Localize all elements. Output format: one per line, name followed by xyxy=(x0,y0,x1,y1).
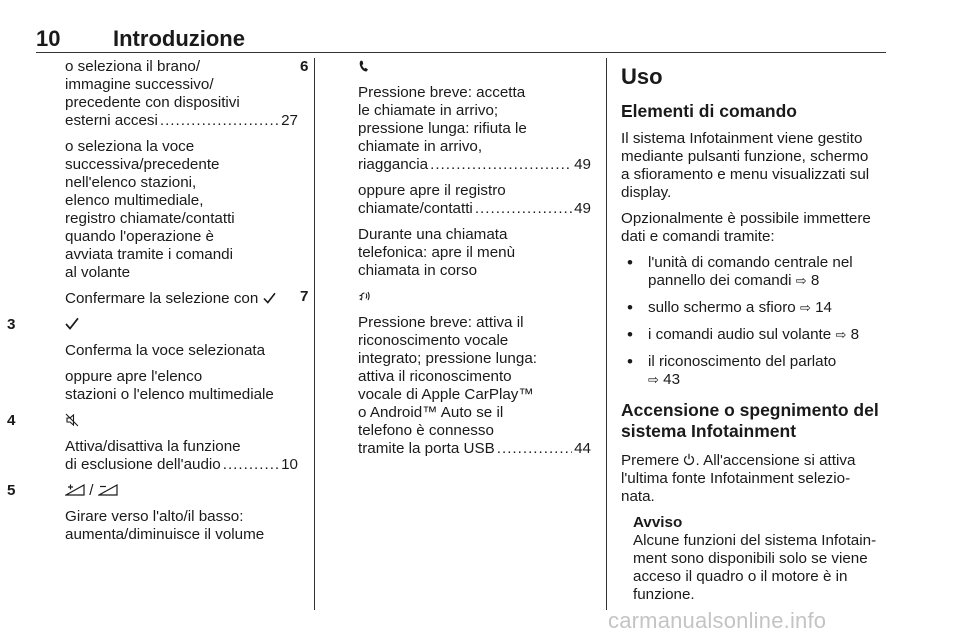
page-reference: esterni accesi ..... 27 xyxy=(65,112,298,130)
item-number: 5 xyxy=(7,482,16,499)
text-line: nata. xyxy=(621,488,655,505)
text-line: precedente con dispositivi xyxy=(65,94,240,111)
bullet-list xyxy=(621,254,887,390)
page-reference: riaggancia ..... 49 xyxy=(358,156,591,174)
text-line: elenco multimediale, xyxy=(65,192,204,209)
column-divider-2 xyxy=(606,58,607,610)
mute-icon xyxy=(65,413,79,427)
page-reference: chiamate/contatti ..... 49 xyxy=(358,200,591,218)
text-line: Il sistema Infotainment viene gestito xyxy=(621,130,863,147)
note-title: Avviso xyxy=(633,514,683,531)
voice-recognition-icon xyxy=(358,289,371,303)
text-line: Pressione breve: accetta xyxy=(358,84,526,101)
page-link[interactable]: 8 xyxy=(810,272,820,289)
power-icon xyxy=(683,453,695,466)
text-line: Durante una chiamata xyxy=(358,226,508,243)
item-3 xyxy=(7,316,298,334)
text-line: registro chiamate/contatti xyxy=(65,210,235,227)
item-5 xyxy=(7,482,298,500)
page-ref-arrow-icon: ⇨ xyxy=(795,274,807,289)
text-line: mediante pulsanti funzione, schermo xyxy=(621,148,869,165)
list-item: • il riconoscimento del parlato ⇨ 43 xyxy=(621,353,887,390)
text-line: funzione. xyxy=(633,586,695,603)
item-number: 7 xyxy=(300,288,309,305)
text-line: ment sono disponibili solo se viene xyxy=(633,550,868,567)
section-heading-uso: Uso xyxy=(621,64,663,89)
text-line: telefonica: apre il menù xyxy=(358,244,516,261)
text-line: nell'elenco stazioni, xyxy=(65,174,197,191)
page-title: Introduzione xyxy=(113,26,245,51)
header-rule xyxy=(36,52,886,53)
column-2 xyxy=(300,58,591,458)
text-line: o seleziona il brano/ xyxy=(65,58,201,75)
text-line: display. xyxy=(621,184,672,201)
text-line: aumenta/diminuisce il volume xyxy=(65,526,265,543)
text-line: telefono è connesso xyxy=(358,422,494,439)
text-line: attiva il riconoscimento xyxy=(358,368,512,385)
text-line: vocale di Apple CarPlay™ xyxy=(358,386,534,403)
text-line: Confermare la selezione con xyxy=(65,290,259,307)
column-3: Uso Elementi di comando Il sistema Infotainment viene gestito mediante pulsanti funzione, schermo a sfioramento e menu visualizzati sul display. Opzionalmente è possibile immettere dati e comandi tramite: • l'unità di comando centrale nel pannello dei comandi ⇨ 8 • sullo schermo a sfioro ⇨ 14 • i comandi audio sul volante ⇨ 8 • il riconoscimento del parlato ⇨ 43 Accensione o spegnimento del sistema Infotainment Premere . All'accensione si attiva l'ultima fonte Infotainment selezio- nata. Avviso Alcune funzioni del sistema Infotain- ment sono disponibili solo se viene acceso il quadro o il motore è in funzione. xyxy=(621,64,887,604)
subsection-heading-elementi: Elementi di comando xyxy=(621,101,797,121)
text-line: Opzionalmente è possibile immettere xyxy=(621,210,871,227)
page-link[interactable]: 8 xyxy=(850,326,860,343)
page-ref-arrow-icon: ⇨ xyxy=(648,373,659,388)
text-line: o Android™ Auto se il xyxy=(358,404,504,421)
text-line: Pressione breve: attiva il xyxy=(358,314,524,331)
page-reference: di esclusione dell'audio ..... 10 xyxy=(65,456,298,474)
volume-up-icon xyxy=(65,483,85,496)
text-line: pressione lunga: rifiuta le xyxy=(358,120,527,137)
text-line: le chiamate in arrivo; xyxy=(358,102,499,119)
list-item: • l'unità di comando centrale nel pannello dei comandi ⇨ 8 xyxy=(621,254,887,291)
phone-icon xyxy=(358,59,370,73)
page-number: 10 xyxy=(36,26,61,51)
text-line: immagine successivo/ xyxy=(65,76,214,93)
text-line: o seleziona la voce xyxy=(65,138,195,155)
item-4 xyxy=(7,412,298,430)
page-ref-arrow-icon: ⇨ xyxy=(799,301,811,316)
text-line: oppure apre il registro xyxy=(358,182,506,199)
text-line: a sfioramento e menu visualizzati sul xyxy=(621,166,870,183)
watermark: carmanualsonline.info xyxy=(608,608,827,633)
item-6 xyxy=(300,58,591,76)
text-line: Girare verso l'alto/il basso: xyxy=(65,508,244,525)
page-reference: tramite la porta USB ..... 44 xyxy=(358,440,591,458)
text-line: stazioni o l'elenco multimediale xyxy=(65,386,274,403)
item-number: 6 xyxy=(300,58,309,75)
page-ref-arrow-icon: ⇨ xyxy=(835,328,847,343)
checkmark-icon xyxy=(263,292,276,304)
column-divider-1 xyxy=(314,58,315,610)
page-link[interactable]: 43 xyxy=(663,371,681,388)
volume-down-icon xyxy=(98,483,118,496)
page-link[interactable]: 14 xyxy=(815,299,832,316)
item-7 xyxy=(300,288,591,306)
text-line: Conferma la voce selezionata xyxy=(65,342,266,359)
list-item: • sullo schermo a sfioro ⇨ 14 xyxy=(621,299,887,318)
note-box xyxy=(621,514,887,604)
text-line: Attiva/disattiva la funzione xyxy=(65,438,241,455)
text-line: al volante xyxy=(65,264,131,281)
text-line: acceso il quadro o il motore è in xyxy=(633,568,848,585)
text-line: chiamate in arrivo, xyxy=(358,138,483,155)
text-line: l'ultima fonte Infotainment selezio- xyxy=(621,470,851,487)
text-line: successiva/precedente xyxy=(65,156,220,173)
text-line: chiamata in corso xyxy=(358,262,478,279)
text-line: avviata tramite i comandi xyxy=(65,246,233,263)
icon-separator: / xyxy=(89,482,94,499)
list-item: • i comandi audio sul volante ⇨ 8 xyxy=(621,326,887,345)
checkmark-icon xyxy=(65,317,79,330)
text-line: riconoscimento vocale xyxy=(358,332,509,349)
text-line: Alcune funzioni del sistema Infotain- xyxy=(633,532,877,549)
item-number: 3 xyxy=(7,316,16,333)
text-line: dati e comandi tramite: xyxy=(621,228,775,245)
item-number: 4 xyxy=(7,412,16,429)
text-line: quando l'operazione è xyxy=(65,228,214,245)
text-line: oppure apre l'elenco xyxy=(65,368,203,385)
subsection-heading-accensione: Accensione o spegnimento del sistema Infotainment xyxy=(621,400,879,441)
column-1 xyxy=(7,58,298,544)
text-line: integrato; pressione lunga: xyxy=(358,350,537,367)
